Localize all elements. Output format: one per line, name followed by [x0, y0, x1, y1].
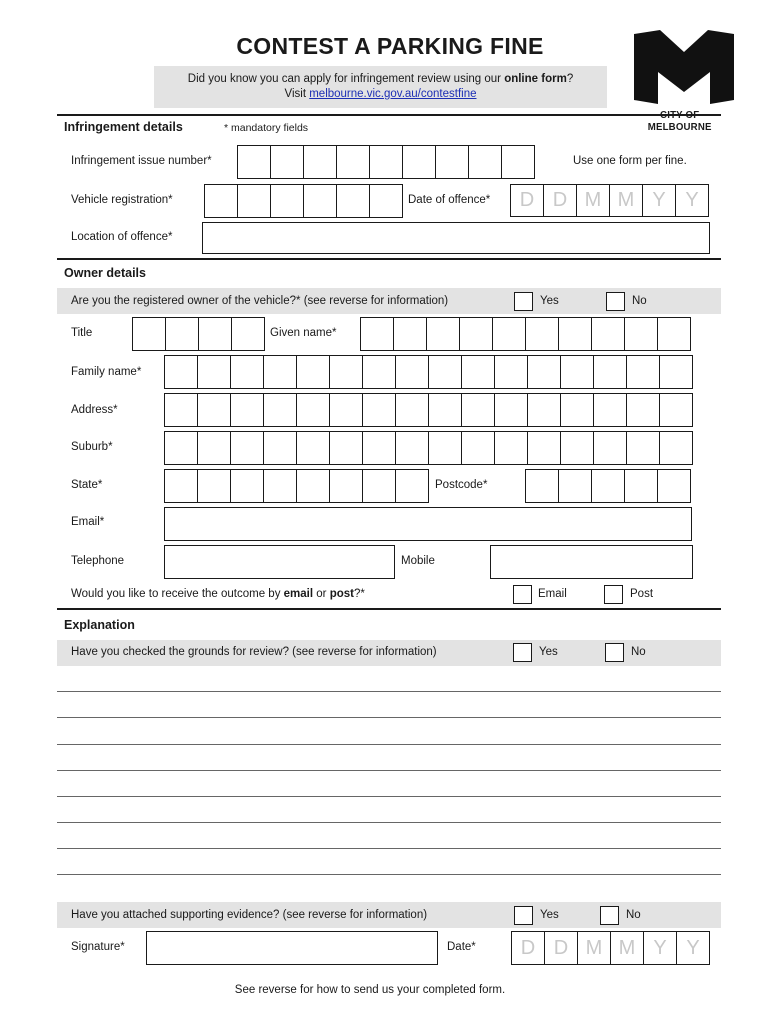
char-cell[interactable] [362, 431, 396, 465]
date-cell[interactable]: Y [676, 931, 710, 965]
mobile-input[interactable] [490, 545, 693, 579]
grounds-yes-checkbox[interactable] [513, 643, 532, 662]
writing-line[interactable] [57, 770, 721, 771]
char-cell[interactable] [593, 431, 627, 465]
char-cell[interactable] [369, 184, 403, 218]
signature-input[interactable] [146, 931, 438, 965]
digit-cell[interactable] [468, 145, 502, 179]
digit-cell[interactable] [591, 469, 625, 503]
char-cell[interactable] [164, 355, 198, 389]
registered-owner-question: Are you the registered owner of the vehicle?* (see reverse for information) [71, 295, 449, 307]
evidence-no-checkbox[interactable] [600, 906, 619, 925]
family-name-label: Family name* [71, 366, 142, 378]
issue-number-input[interactable] [237, 145, 534, 179]
melbourne-m-icon [630, 28, 738, 106]
char-cell[interactable] [560, 355, 594, 389]
char-cell[interactable] [461, 355, 495, 389]
char-cell[interactable] [395, 431, 429, 465]
char-cell[interactable] [659, 355, 693, 389]
banner-line-2: Visit melbourne.vic.gov.au/contestfine [284, 88, 477, 100]
mobile-label: Mobile [401, 555, 435, 567]
registered-no-checkbox[interactable] [606, 292, 625, 311]
digit-cell[interactable] [525, 469, 559, 503]
infringement-section-title: Infringement details [64, 120, 183, 134]
char-cell[interactable] [329, 469, 363, 503]
char-cell[interactable] [237, 184, 271, 218]
char-cell[interactable] [164, 431, 198, 465]
char-cell[interactable] [296, 469, 330, 503]
char-cell[interactable] [198, 317, 232, 351]
char-cell[interactable] [428, 431, 462, 465]
state-input[interactable] [164, 469, 428, 503]
char-cell[interactable] [132, 317, 166, 351]
char-cell[interactable] [492, 317, 526, 351]
email-input[interactable] [164, 507, 692, 541]
writing-line[interactable] [57, 848, 721, 849]
char-cell[interactable] [263, 355, 297, 389]
evidence-yes-checkbox[interactable] [514, 906, 533, 925]
owner-section-title: Owner details [64, 266, 146, 280]
mandatory-note: * mandatory fields [224, 122, 309, 134]
date-cell[interactable]: D [543, 184, 577, 217]
char-cell[interactable] [428, 355, 462, 389]
signature-date-label: Date* [447, 941, 476, 953]
date-cell[interactable]: D [510, 184, 544, 217]
date-cell[interactable]: M [609, 184, 643, 217]
telephone-input[interactable] [164, 545, 395, 579]
registered-yes-label: Yes [540, 295, 559, 307]
char-cell[interactable] [494, 355, 528, 389]
date-cell[interactable]: Y [675, 184, 709, 217]
char-cell[interactable] [165, 317, 199, 351]
section-rule [57, 114, 721, 116]
char-cell[interactable] [329, 393, 363, 427]
writing-line[interactable] [57, 874, 721, 875]
one-form-note: Use one form per fine. [573, 155, 687, 167]
grounds-no-checkbox[interactable] [605, 643, 624, 662]
banner-line-1: Did you know you can apply for infringement review using our online form? [187, 73, 574, 85]
issue-number-label: Infringement issue number* [71, 155, 212, 167]
outcome-question: Would you like to receive the outcome by email or post?* [71, 588, 365, 600]
char-cell[interactable] [263, 431, 297, 465]
date-cell[interactable]: M [610, 931, 644, 965]
digit-cell[interactable] [435, 145, 469, 179]
char-cell[interactable] [527, 355, 561, 389]
char-cell[interactable] [494, 393, 528, 427]
date-cell[interactable]: Y [643, 931, 677, 965]
char-cell[interactable] [230, 393, 264, 427]
outcome-post-label: Post [630, 588, 654, 600]
char-cell[interactable] [659, 393, 693, 427]
char-cell[interactable] [624, 317, 658, 351]
outcome-email-checkbox[interactable] [513, 585, 532, 604]
char-cell[interactable] [527, 431, 561, 465]
char-cell[interactable] [303, 184, 337, 218]
char-cell[interactable] [461, 393, 495, 427]
city-of-melbourne-logo [630, 28, 738, 109]
char-cell[interactable] [204, 184, 238, 218]
digit-cell[interactable] [624, 469, 658, 503]
char-cell[interactable] [657, 317, 691, 351]
given-name-input[interactable] [360, 317, 690, 351]
outcome-email-label: Email [538, 588, 567, 600]
char-cell[interactable] [558, 317, 592, 351]
grounds-no-label: No [631, 646, 646, 658]
writing-line[interactable] [57, 717, 721, 718]
writing-line[interactable] [57, 822, 721, 823]
char-cell[interactable] [593, 355, 627, 389]
registered-no-label: No [632, 295, 647, 307]
location-input[interactable] [202, 222, 710, 254]
signature-date-input[interactable] [511, 931, 709, 965]
char-cell[interactable] [230, 469, 264, 503]
char-cell[interactable] [197, 469, 231, 503]
explanation-section-title: Explanation [64, 618, 135, 632]
digit-cell[interactable] [558, 469, 592, 503]
char-cell[interactable] [626, 431, 660, 465]
title-input[interactable] [132, 317, 264, 351]
char-cell[interactable] [296, 431, 330, 465]
contest-fine-link[interactable]: melbourne.vic.gov.au/contestfine [309, 88, 477, 100]
digit-cell[interactable] [657, 469, 691, 503]
digit-cell[interactable] [237, 145, 271, 179]
given-name-label: Given name* [270, 327, 337, 339]
char-cell[interactable] [360, 317, 394, 351]
date-cell[interactable]: D [511, 931, 545, 965]
char-cell[interactable] [270, 184, 304, 218]
char-cell[interactable] [362, 355, 396, 389]
grounds-yes-label: Yes [539, 646, 558, 658]
evidence-no-label: No [626, 909, 641, 921]
char-cell[interactable] [393, 317, 427, 351]
char-cell[interactable] [527, 393, 561, 427]
digit-cell[interactable] [303, 145, 337, 179]
char-cell[interactable] [395, 355, 429, 389]
date-cell[interactable]: D [544, 931, 578, 965]
footer-note: See reverse for how to send us your completed form. [234, 984, 506, 996]
char-cell[interactable] [263, 393, 297, 427]
char-cell[interactable] [591, 317, 625, 351]
state-label: State* [71, 479, 103, 491]
char-cell[interactable] [461, 431, 495, 465]
char-cell[interactable] [329, 355, 363, 389]
char-cell[interactable] [626, 355, 660, 389]
char-cell[interactable] [525, 317, 559, 351]
address-input[interactable] [164, 393, 692, 427]
date-cell[interactable]: M [577, 931, 611, 965]
char-cell[interactable] [593, 393, 627, 427]
email-label: Email* [71, 516, 105, 528]
char-cell[interactable] [197, 431, 231, 465]
suburb-label: Suburb* [71, 441, 113, 453]
grounds-question: Have you checked the grounds for review? (see reverse for information) [71, 646, 437, 658]
evidence-question: Have you attached supporting evidence? (see reverse for information) [71, 909, 428, 921]
char-cell[interactable] [296, 393, 330, 427]
logo-text: MELBOURNE [647, 121, 712, 133]
char-cell[interactable] [231, 317, 265, 351]
digit-cell[interactable] [402, 145, 436, 179]
address-label: Address* [71, 404, 118, 416]
signature-label: Signature* [71, 941, 125, 953]
char-cell[interactable] [659, 431, 693, 465]
date-cell[interactable]: M [576, 184, 610, 217]
writing-line[interactable] [57, 796, 721, 797]
page-title: CONTEST A PARKING FINE [236, 33, 544, 59]
digit-cell[interactable] [369, 145, 403, 179]
char-cell[interactable] [164, 393, 198, 427]
char-cell[interactable] [560, 393, 594, 427]
char-cell[interactable] [263, 469, 297, 503]
digit-cell[interactable] [336, 145, 370, 179]
char-cell[interactable] [329, 431, 363, 465]
char-cell[interactable] [560, 431, 594, 465]
section-rule [57, 608, 721, 610]
postcode-label: Postcode* [435, 479, 488, 491]
char-cell[interactable] [426, 317, 460, 351]
digit-cell[interactable] [270, 145, 304, 179]
char-cell[interactable] [197, 355, 231, 389]
location-label: Location of offence* [71, 231, 173, 243]
char-cell[interactable] [362, 393, 396, 427]
char-cell[interactable] [230, 355, 264, 389]
char-cell[interactable] [395, 469, 429, 503]
registered-yes-checkbox[interactable] [514, 292, 533, 311]
char-cell[interactable] [428, 393, 462, 427]
postcode-input[interactable] [525, 469, 690, 503]
char-cell[interactable] [362, 469, 396, 503]
outcome-post-checkbox[interactable] [604, 585, 623, 604]
online-form-banner [154, 66, 607, 108]
char-cell[interactable] [459, 317, 493, 351]
vehicle-registration-input[interactable] [204, 184, 402, 218]
char-cell[interactable] [230, 431, 264, 465]
digit-cell[interactable] [501, 145, 535, 179]
section-rule [57, 258, 721, 260]
char-cell[interactable] [626, 393, 660, 427]
date-of-offence-label: Date of offence* [408, 194, 491, 206]
date-of-offence-input[interactable] [510, 184, 708, 217]
telephone-label: Telephone [71, 555, 125, 567]
writing-line[interactable] [57, 691, 721, 692]
char-cell[interactable] [494, 431, 528, 465]
char-cell[interactable] [164, 469, 198, 503]
suburb-input[interactable] [164, 431, 692, 465]
writing-line[interactable] [57, 744, 721, 745]
char-cell[interactable] [336, 184, 370, 218]
char-cell[interactable] [197, 393, 231, 427]
title-label: Title [71, 327, 93, 339]
date-cell[interactable]: Y [642, 184, 676, 217]
family-name-input[interactable] [164, 355, 692, 389]
char-cell[interactable] [296, 355, 330, 389]
evidence-yes-label: Yes [540, 909, 559, 921]
char-cell[interactable] [395, 393, 429, 427]
vehicle-registration-label: Vehicle registration* [71, 194, 173, 206]
